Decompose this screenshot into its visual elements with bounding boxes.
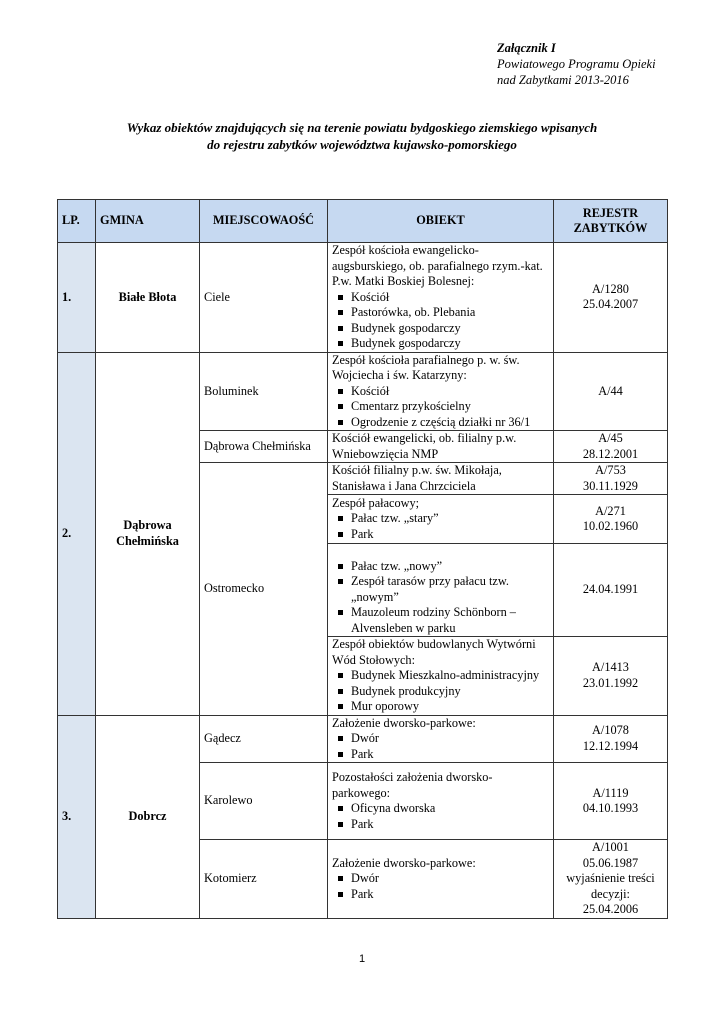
list-item: Budynek gospodarczy (332, 321, 549, 337)
list-item: Budynek Mieszkalno-administracyjny (332, 668, 549, 684)
object-cell (328, 243, 554, 353)
register-date: 05.06.1987 (582, 855, 639, 870)
list-item: Park (332, 887, 549, 903)
title-line-1: Wykaz obiektów znajdujących się na terenie powiatu bydgoskiego ziemskiego wpisanych (126, 120, 598, 135)
register-number: A/271 (595, 503, 626, 518)
list-item: Cmentarz przykościelny (332, 399, 549, 415)
table-row (58, 243, 668, 353)
object-cell (328, 715, 554, 763)
register-date: 12.12.1994 (582, 738, 639, 753)
register-table (57, 199, 668, 919)
title-line-2: do rejestru zabytków województwa kujawsko-pomorskiego (207, 137, 517, 152)
object-items (332, 871, 549, 902)
annex-line-2: Powiatowego Programu Opieki (497, 57, 656, 71)
object-items (332, 731, 549, 762)
annex-header (497, 40, 697, 88)
list-item: Pastorówka, ob. Plebania (332, 305, 549, 321)
gmina-cell: Białe Błota (96, 243, 200, 353)
list-item: Oficyna dworska (332, 801, 549, 817)
list-item: Zespół tarasów przy pałacu tzw. „nowym” (332, 574, 549, 605)
header-rejestr: REJESTR ZABYTKÓW (554, 200, 668, 243)
register-cell (554, 637, 668, 716)
lp-cell: 2. (58, 352, 96, 715)
register-cell (554, 495, 668, 544)
object-cell (328, 637, 554, 716)
object-cell (328, 463, 554, 495)
register-date: 10.02.1960 (582, 519, 639, 533)
register-cell (554, 715, 668, 763)
lp-cell: 1. (58, 243, 96, 353)
object-items (332, 290, 549, 352)
place-cell: Dąbrowa Chełmińska (200, 431, 328, 463)
register-number: A/44 (598, 383, 623, 398)
list-item: Dwór (332, 871, 549, 887)
register-cell (554, 352, 668, 431)
register-note-date: 25.04.2006 (582, 902, 639, 916)
list-item: Dwór (332, 731, 549, 747)
annex-line-3: nad Zabytkami 2013-2016 (497, 73, 629, 87)
header-gmina: GMINA (96, 200, 200, 243)
register-cell (554, 763, 668, 840)
register-number: A/1078 (592, 723, 629, 738)
table-row (58, 715, 668, 763)
register-date: 23.01.1992 (582, 675, 639, 690)
place-cell: Boluminek (200, 352, 328, 431)
register-date: 24.04.1991 (582, 582, 639, 597)
list-item: Park (332, 817, 549, 833)
object-heading: Zespół obiektów budowlanych Wytwórni Wód Stołowych: (332, 637, 536, 667)
object-heading: Zespół kościoła ewangelicko-augsburskiego, ob. parafialnego rzym.-kat. P.w. Matki Boskiej Bolesnej: (332, 243, 543, 288)
register-cell (554, 243, 668, 353)
register-number: A/1119 (592, 785, 629, 800)
object-heading: Kościół filialny p.w. św. Mikołaja, Stanisława i Jana Chrzciciela (332, 463, 502, 493)
place-cell: Kotomierz (200, 840, 328, 919)
object-cell (328, 495, 554, 544)
object-items (332, 801, 549, 832)
object-heading: Kościół ewangelicki, ob. filialny p.w. Wniebowzięcia NMP (332, 431, 517, 461)
object-cell (328, 763, 554, 840)
list-item: Kościół (332, 384, 549, 400)
list-item: Pałac tzw. „nowy” (332, 559, 549, 575)
list-item: Park (332, 747, 549, 763)
place-cell: Karolewo (200, 763, 328, 840)
lp-cell: 3. (58, 715, 96, 918)
table-row (58, 352, 668, 431)
place-cell: Ostromecko (200, 463, 328, 716)
list-item: Mur oporowy (332, 699, 549, 715)
document-title (60, 119, 664, 153)
register-note: wyjaśnienie treści decyzji: (566, 871, 655, 901)
list-item: Budynek produkcyjny (332, 684, 549, 700)
register-cell (554, 544, 668, 637)
annex-line-1: Załącznik I (497, 41, 556, 55)
list-item: Pałac tzw. „stary” (332, 511, 549, 527)
register-cell (554, 431, 668, 463)
list-item: Park (332, 527, 549, 543)
object-cell (328, 352, 554, 431)
header-lp: LP. (58, 200, 96, 243)
object-heading: Założenie dworsko-parkowe: (332, 715, 476, 730)
table-header-row (58, 200, 668, 243)
object-cell (328, 431, 554, 463)
register-number: A/1001 (592, 840, 629, 854)
place-cell: Ciele (200, 243, 328, 353)
list-item: Ogrodzenie z częścią działki nr 36/1 (332, 415, 549, 431)
object-cell (328, 840, 554, 919)
object-items (332, 384, 549, 431)
register-number: A/45 (598, 431, 623, 445)
register-number: A/1413 (592, 660, 629, 675)
list-item: Budynek gospodarczy (332, 336, 549, 352)
object-cell (328, 544, 554, 637)
object-items (332, 559, 549, 637)
object-heading: Założenie dworsko-parkowe: (332, 855, 476, 870)
object-items (332, 511, 549, 542)
register-cell (554, 463, 668, 495)
object-heading: Pozostałości założenia dworsko-parkowego: (332, 770, 493, 800)
register-date: 30.11.1929 (583, 478, 638, 493)
object-heading: Zespół pałacowy; (332, 495, 420, 510)
register-date: 04.10.1993 (582, 801, 639, 815)
register-number: A/1280 (592, 281, 629, 296)
header-obiekt: OBIEKT (328, 200, 554, 243)
gmina-cell: Dąbrowa Chełmińska (96, 352, 200, 715)
object-items (332, 668, 549, 715)
register-date: 25.04.2007 (582, 297, 639, 312)
gmina-cell: Dobrcz (96, 715, 200, 918)
register-cell (554, 840, 668, 919)
list-item: Mauzoleum rodziny Schönborn – Alvensleben w parku (332, 605, 549, 636)
list-item: Kościół (332, 290, 549, 306)
header-miejscowosc: MIEJSCOWAOŚĆ (200, 200, 328, 243)
register-number: A/753 (595, 463, 626, 477)
place-cell: Gądecz (200, 715, 328, 763)
register-date: 28.12.2001 (582, 446, 639, 461)
object-heading: Zespół kościoła parafialnego p. w. św. Wojciecha i św. Katarzyny: (332, 352, 520, 382)
page-number: 1 (358, 953, 366, 965)
